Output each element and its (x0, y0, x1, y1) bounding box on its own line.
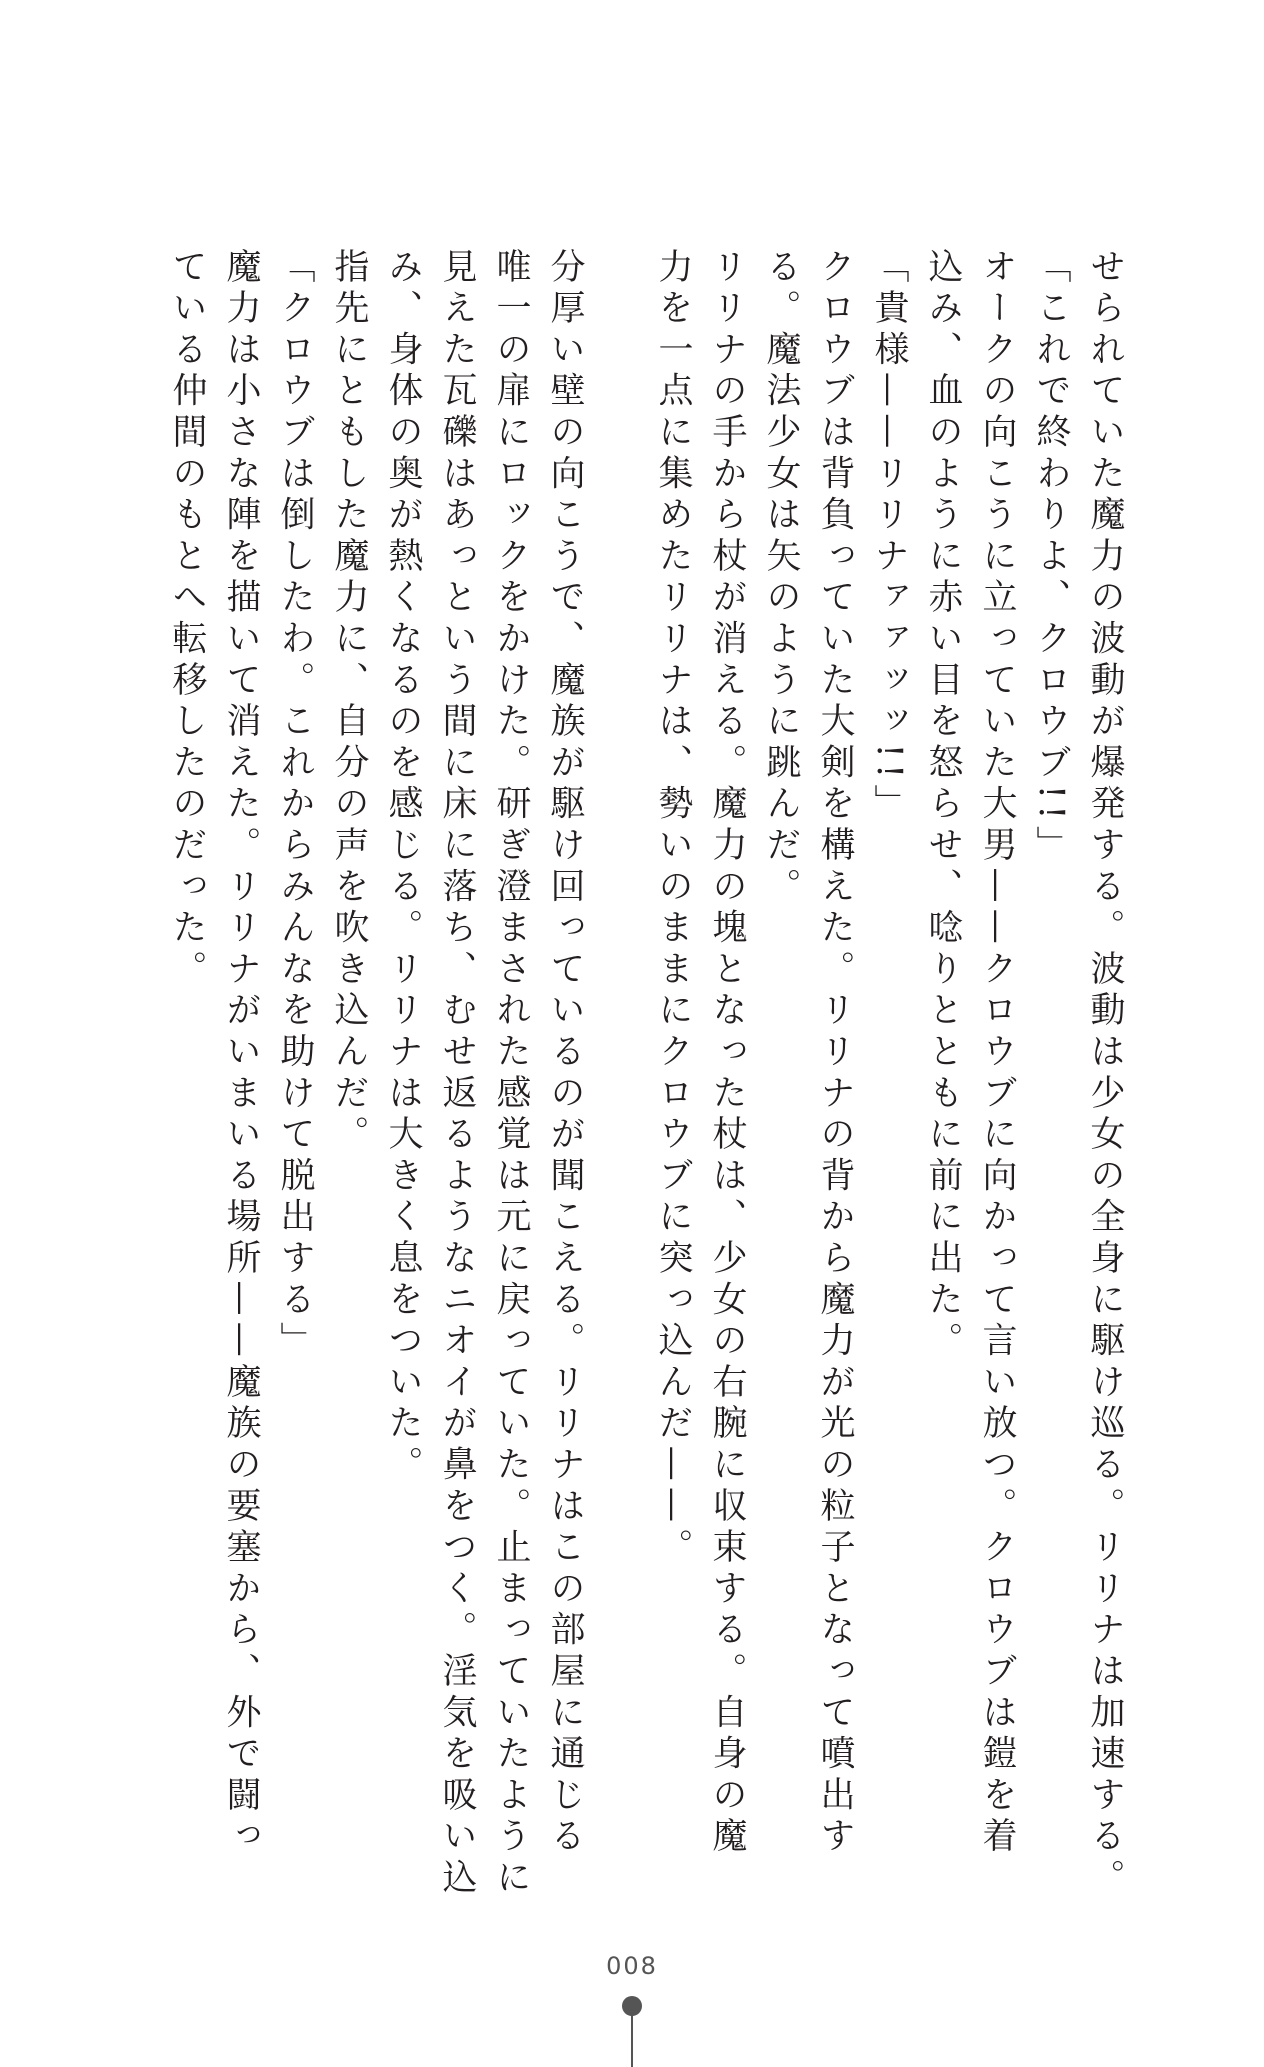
vertical-text-body (132, 248, 1132, 1900)
text-line: 込み、血のように赤い目を怒らせ、唸りとともに前に出た。 (923, 248, 963, 1364)
text-line: る。魔法少女は矢のように跳んだ。 (761, 248, 801, 909)
text-line: 「貴様——リリナァァッッ!!」 (869, 248, 909, 826)
blank-line (592, 248, 646, 1688)
page-marker-dot (622, 1996, 642, 2016)
text-line: 分厚い壁の向こうで、魔族が駆け回っているのが聞こえる。リリナはこの部屋に通じる (545, 248, 585, 1859)
text-line: オークの向こうに立っていた大男——クロウブに向かって言い放つ。クロウブは鎧を着 (977, 248, 1017, 1859)
text-line: ている仲間のもとへ転移したのだった。 (167, 248, 207, 992)
text-line: 「これで終わりよ、クロウブ!!」 (1031, 248, 1071, 867)
text-line: 唯一の扉にロックをかけた。研ぎ澄まされた感覚は元に戻っていた。止まっていたように (491, 248, 531, 1900)
text-line: 指先にともした魔力に、自分の声を吹き込んだ。 (329, 248, 369, 1157)
page-footer (0, 1952, 1264, 1980)
text-line: 魔力は小さな陣を描いて消えた。リリナがいまいる場所——魔族の要塞から、外で闘っ (221, 248, 261, 1859)
text-line: クロウブは背負っていた大剣を構えた。リリナの背から魔力が光の粒子となって噴出す (815, 248, 855, 1859)
text-line: せられていた魔力の波動が爆発する。波動は少女の全身に駆け巡る。リリナは加速する。 (1085, 248, 1125, 1900)
text-line: み、身体の奥が熱くなるのを感じる。リリナは大きく息をついた。 (383, 248, 423, 1487)
text-line: リリナの手から杖が消える。魔力の塊となった杖は、少女の右腕に収束する。自身の魔 (707, 248, 747, 1859)
page-number: 008 (606, 1952, 658, 1980)
text-line: 「クロウブは倒したわ。これからみんなを助けて脱出する」 (275, 248, 315, 1364)
page-marker-line (631, 2014, 633, 2067)
text-line: 力を一点に集めたリリナは、勢いのままにクロウブに突っ込んだ——。 (653, 248, 693, 1570)
text-line: 見えた瓦礫はあっという間に床に落ち、むせ返るようなニオイが鼻をつく。淫気を吸い込 (437, 248, 477, 1900)
